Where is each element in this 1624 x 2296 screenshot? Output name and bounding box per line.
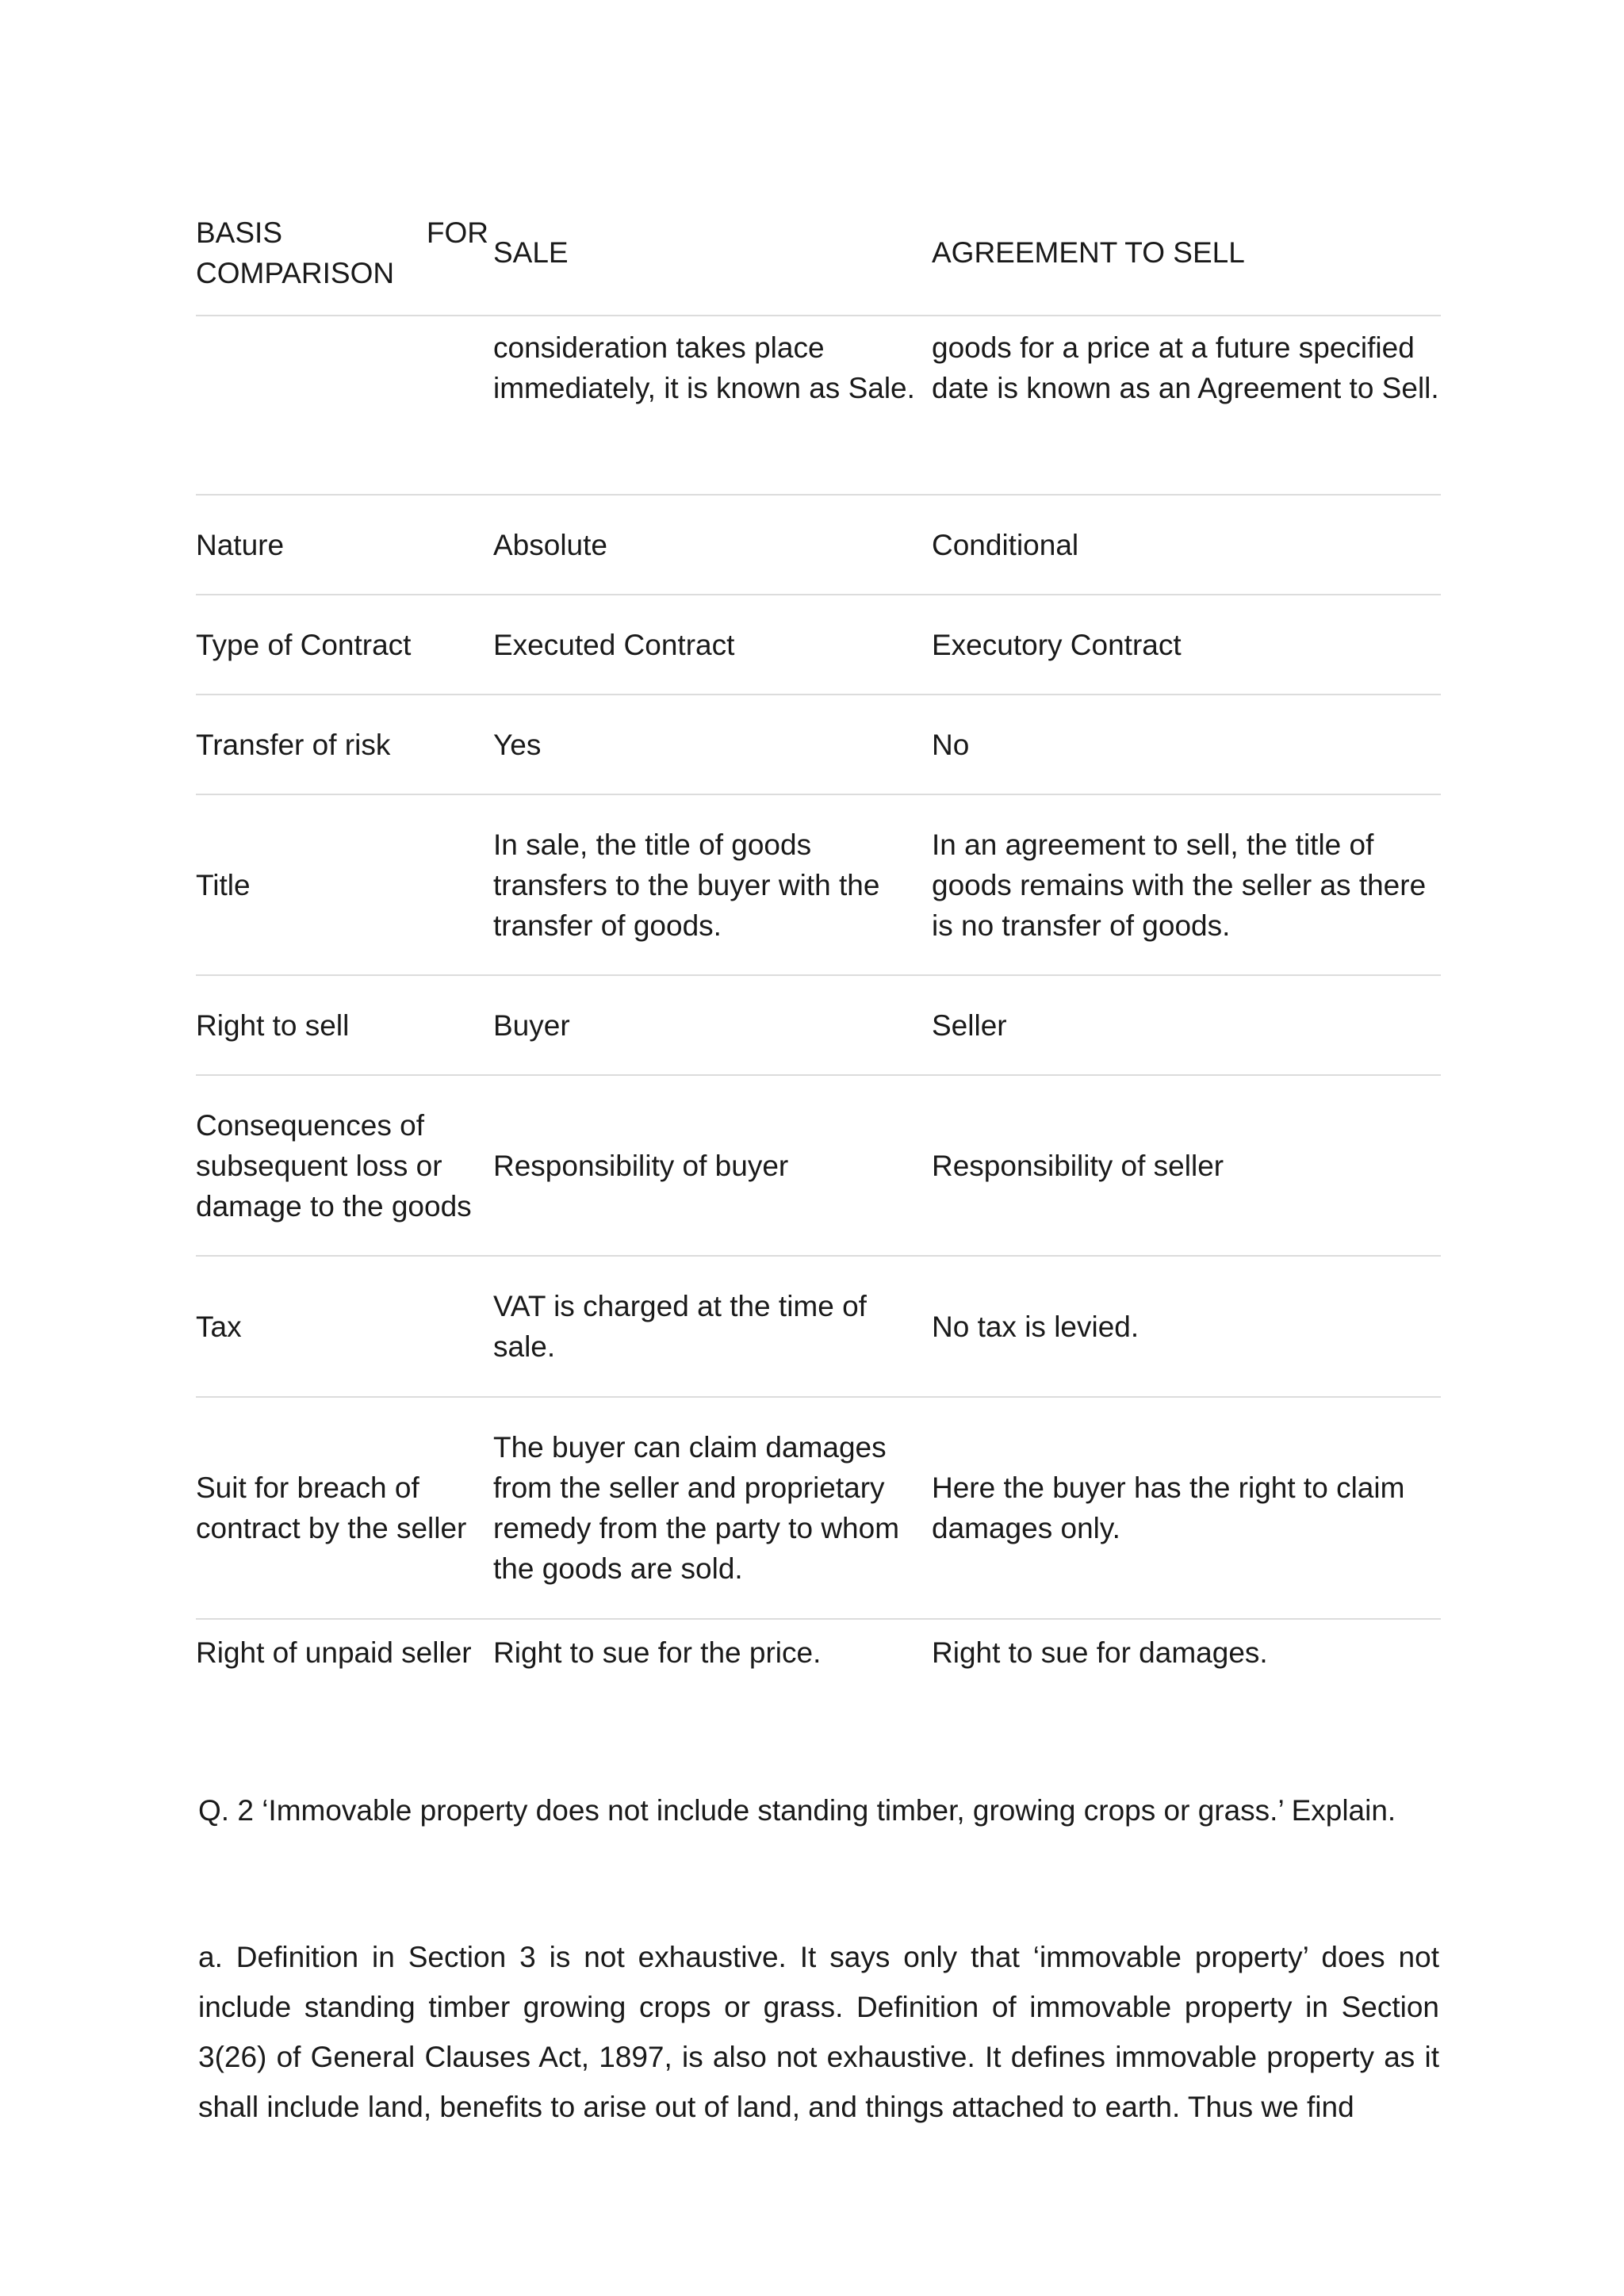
header-agreement: AGREEMENT TO SELL: [932, 236, 1245, 269]
table-row: [196, 794, 1441, 975]
cell-basis: Right to sell: [196, 975, 493, 1075]
answer-paragraph: a. Definition in Section 3 is not exhaustive. It says only that ‘immovable property’ does not include standing timber growing crops or grass. Definition of immovable property in Section 3(26) of General Clauses Act, 1897, is also not exhaustive. It defines immovable property as it shall include land, benefits to arise out of land, and things attached to earth. Thus we find: [198, 1941, 1439, 2123]
cell-agreement: No: [932, 695, 1441, 794]
table-row: [196, 595, 1441, 695]
table-row: [196, 975, 1441, 1075]
header-sale: SALE: [493, 236, 569, 269]
cell-sale: VAT is charged at the time of sale.: [493, 1256, 932, 1397]
cell-sale: Absolute: [493, 495, 932, 595]
cell-sale: consideration takes place immediately, it is known as Sale.: [493, 316, 932, 495]
cell-basis: Right of unpaid seller: [196, 1619, 493, 1698]
cell-sale: Right to sue for the price.: [493, 1619, 932, 1698]
cell-basis: Suit for breach of contract by the seller: [196, 1397, 493, 1619]
cell-sale: In sale, the title of goods transfers to the buyer with the transfer of goods.: [493, 794, 932, 975]
cell-basis: Transfer of risk: [196, 695, 493, 794]
cell-agreement: No tax is levied.: [932, 1256, 1441, 1397]
cell-agreement: goods for a price at a future specified date is known as an Agreement to Sell.: [932, 316, 1441, 495]
question-text: Q. 2 ‘Immovable property does not include standing timber, growing crops or grass.’ Explain.: [198, 1794, 1396, 1827]
cell-agreement: Here the buyer has the right to claim damages only.: [932, 1397, 1441, 1619]
cell-basis: [196, 316, 493, 495]
table-row: [196, 1256, 1441, 1397]
cell-sale: Responsibility of buyer: [493, 1075, 932, 1256]
comparison-table: [196, 190, 1441, 1698]
cell-sale: Yes: [493, 695, 932, 794]
header-basis: [196, 190, 493, 316]
cell-agreement: In an agreement to sell, the title of goods remains with the seller as there is no transfer of goods.: [932, 794, 1441, 975]
table-header-row: [196, 190, 1441, 316]
cell-agreement: Seller: [932, 975, 1441, 1075]
cell-sale: Buyer: [493, 975, 932, 1075]
header-basis-word: FOR: [426, 216, 488, 249]
cell-agreement: Right to sue for damages.: [932, 1619, 1441, 1698]
cell-agreement: Conditional: [932, 495, 1441, 595]
table-row: [196, 1619, 1441, 1698]
cell-agreement: Responsibility of seller: [932, 1075, 1441, 1256]
cell-basis: Consequences of subsequent loss or damage to the goods: [196, 1075, 493, 1256]
cell-sale: Executed Contract: [493, 595, 932, 695]
cell-agreement: Executory Contract: [932, 595, 1441, 695]
table-row: [196, 495, 1441, 595]
table-row: [196, 695, 1441, 794]
cell-sale: The buyer can claim damages from the seller and proprietary remedy from the party to whom the goods are sold.: [493, 1397, 932, 1619]
cell-basis: Title: [196, 794, 493, 975]
table-row: [196, 1075, 1441, 1256]
cell-basis: Nature: [196, 495, 493, 595]
cell-basis: Tax: [196, 1256, 493, 1397]
header-basis-word: BASIS: [196, 216, 282, 249]
header-basis-word: COMPARISON: [196, 256, 395, 289]
cell-basis: Type of Contract: [196, 595, 493, 695]
table-row: [196, 316, 1441, 495]
table-row: [196, 1397, 1441, 1619]
